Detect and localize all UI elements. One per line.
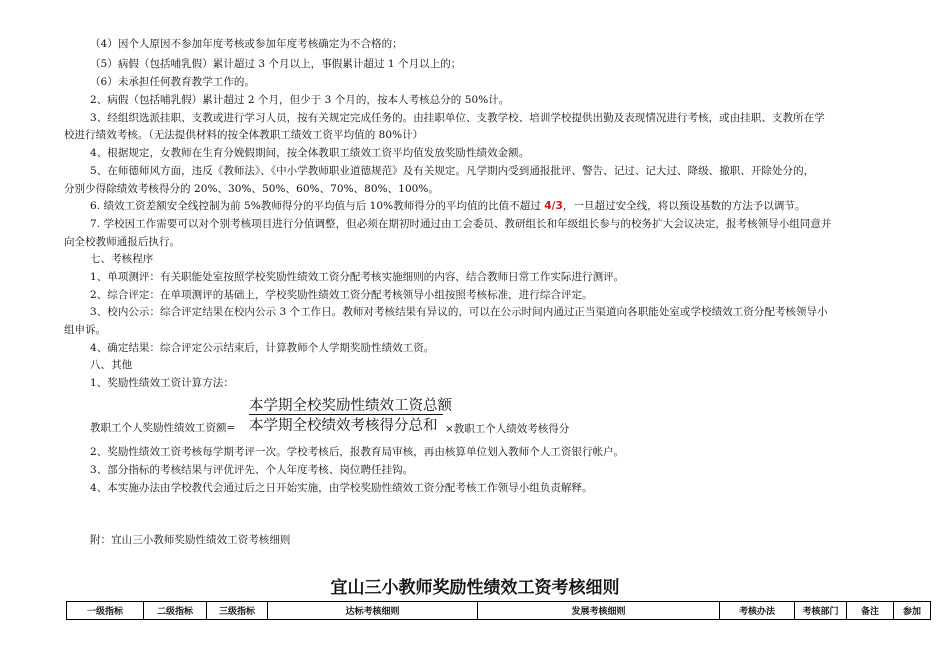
paragraph-line: 向全校教师通报后执行。 [64, 236, 181, 248]
column-header: 二级指标 [144, 602, 207, 620]
formula-denominator: 本学期全校绩效考核得分总和 [249, 418, 438, 434]
paragraph-line: 1、奖励性绩效工资计算方法： [90, 377, 234, 389]
paragraph-line: 校进行绩效考核。（无法提供材料的按全体教职工绩效工资平均值的 80%计） [64, 129, 424, 141]
attachment-note: 附：宜山三小教师奖励性绩效工资考核细则 [90, 534, 291, 546]
column-header: 考核办法 [720, 602, 795, 620]
paragraph-line: 1、单项测评：有关职能处室按照学校奖励性绩效工资分配考核实施细则的内容，结合教师日常工作实际进行测评。 [90, 271, 625, 283]
table-title: 宜山三小教师奖励性绩效工资考核细则 [330, 578, 620, 598]
assessment-table [66, 601, 931, 620]
text-span: 6. 绩效工资差额安全线控制为前 5%教师得分的平均值与后 10%教师得分的平均值的比值不超过 [90, 200, 545, 212]
column-header: 达标考核细则 [268, 602, 478, 620]
paragraph-line: 4、确定结果：综合评定公示结束后，计算教师个人学期奖励性绩效工资。 [90, 342, 435, 354]
paragraph-line: 5、在师德师风方面，违反《教师法》、《中小学教师职业道德规范》及有关规定。凡学期内受到通报批评、警告、记过、记大过、降级、撤职、开除处分的， [90, 165, 815, 177]
column-header: 发展考核细则 [478, 602, 720, 620]
paragraph-line: 3、校内公示：综合评定结果在校内公示 3 个工作日。教师对考核结果有异议的，可以在公示时间内通过正当渠道向各职能处室或学校绩效工资分配考核领导小 [90, 306, 828, 318]
section-heading: 八、其他 [90, 359, 133, 371]
paragraph-line: 2、奖励性绩效工资考核每学期考评一次。学校考核后，报教育局审核，再由核算单位划入教师个人工资银行帐户。 [90, 446, 625, 458]
formula-rhs: ×教职工个人绩效考核得分 [445, 423, 570, 435]
paragraph-line: （5）病假（包括哺乳假）累计超过 3 个月以上，事假累计超过 1 个月以上的； [90, 58, 462, 70]
paragraph-line: 分别少得除绩效考核得分的 20%、30%、50%、60%、70%、80%、100%。 [64, 183, 439, 195]
column-header: 备注 [847, 602, 894, 620]
salary-formula [90, 394, 650, 444]
paragraph-line: 4、本实施办法由学校教代会通过后之日开始实施，由学校奖励性绩效工资分配考核工作领导小组负责解释。 [90, 482, 593, 494]
paragraph-line: 2、病假（包括哺乳假）累计超过 2 个月，但少于 3 个月的，按本人考核总分的 50%计。 [90, 94, 510, 106]
column-header: 考核部门 [795, 602, 847, 620]
formula-lhs: 教职工个人奖励性绩效工资额= [90, 422, 236, 434]
paragraph-line: 7. 学校因工作需要可以对个别考核项目进行分值调整，但必须在期初时通过由工会委员、教研组长和年级组长参与的校务扩大会议决定，报考核领导小组同意并 [90, 218, 832, 230]
highlight-ratio: 4/3 [544, 200, 563, 212]
paragraph-line: （4）因个人原因不参加年度考核或参加年度考核确定为不合格的； [90, 38, 403, 50]
column-header: 三级指标 [207, 602, 268, 620]
paragraph-line: （6）未承担任何教育教学工作的。 [90, 76, 255, 88]
text-span: ，一旦超过安全线，将以预设基数的方法予以调节。 [562, 200, 806, 212]
paragraph-line: 2、综合评定：在单项测评的基础上，学校奖励性绩效工资分配考核领导小组按照考核标准，进行综合评定。 [90, 289, 593, 301]
paragraph-line: 4、根据规定，女教师在生育分娩假期间，按全体教职工绩效工资平均值发放奖励性绩效金额。 [90, 147, 530, 159]
paragraph-line [90, 199, 806, 213]
section-heading: 七、考核程序 [90, 253, 154, 265]
paragraph-line: 3、经组织选派挂职、支教或进行学习人员，按有关规定完成任务的。由挂职单位、支教学校、培训学校提供出勤及表现情况进行考核，或由挂职、支教所在学 [90, 112, 825, 124]
column-header: 参加 [894, 602, 931, 620]
paragraph-line: 组申诉。 [64, 324, 107, 336]
table-header-row [67, 602, 931, 620]
column-header: 一级指标 [67, 602, 144, 620]
paragraph-line: 3、部分指标的考核结果与评优评先、个人年度考核、岗位聘任挂钩。 [90, 464, 414, 476]
formula-numerator: 本学期全校奖励性绩效工资总额 [249, 398, 452, 414]
